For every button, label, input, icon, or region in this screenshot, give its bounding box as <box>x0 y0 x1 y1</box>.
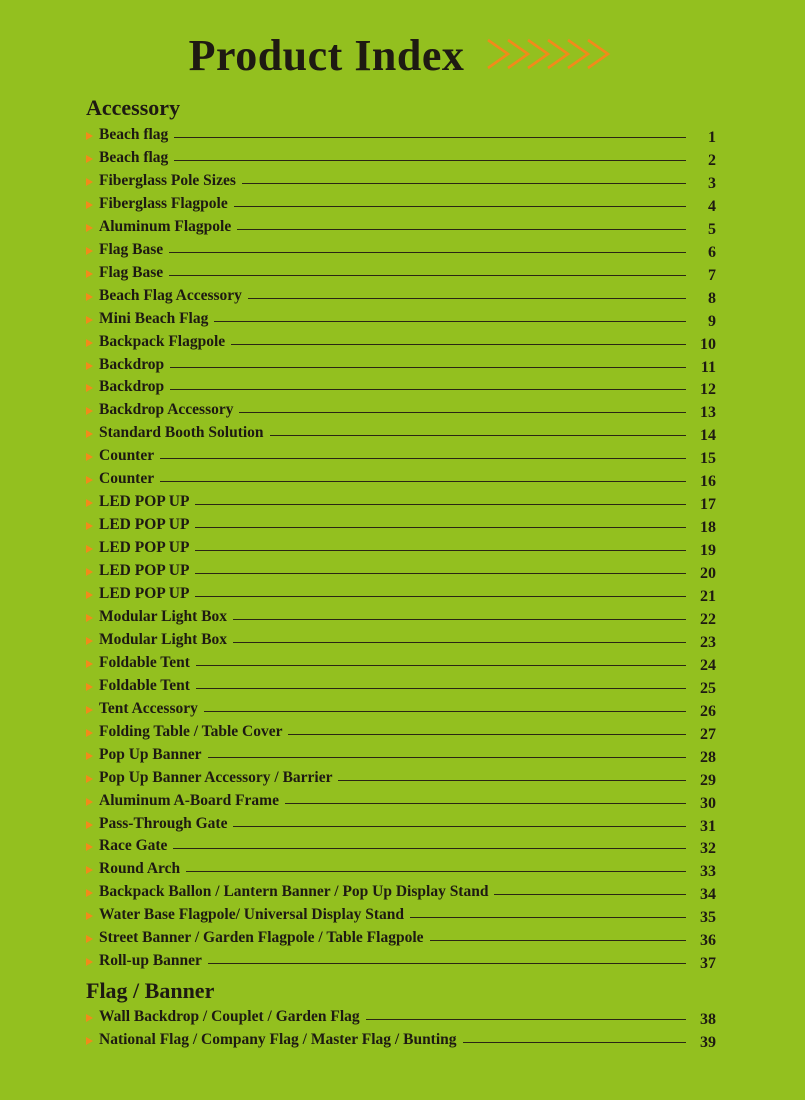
toc-entry-page-number: 33 <box>700 863 716 881</box>
toc-entry-page-number: 3 <box>708 174 716 192</box>
bullet-triangle-icon <box>86 453 93 461</box>
toc-entry-label: Pop Up Banner <box>99 746 208 764</box>
toc-entry-label: Backdrop <box>99 378 170 396</box>
leader-line <box>106 871 686 872</box>
toc-entry[interactable] <box>86 194 716 219</box>
bullet-triangle-icon <box>86 476 93 484</box>
toc-entry-page-number: 23 <box>700 633 716 651</box>
bullet-triangle-icon <box>86 155 93 163</box>
toc-entry[interactable] <box>86 495 716 517</box>
toc-entry[interactable] <box>86 148 716 173</box>
toc-entry-label: Counter <box>99 470 160 488</box>
bullet-triangle-icon <box>86 201 93 209</box>
bullet-triangle-icon <box>86 591 93 599</box>
toc-entry[interactable] <box>86 908 716 930</box>
toc-entry-label: Wall Backdrop / Couplet / Garden Flag <box>99 1008 366 1026</box>
toc-entry[interactable] <box>86 403 716 425</box>
toc-entry[interactable] <box>86 263 716 288</box>
toc-entry-page-number: 26 <box>700 702 716 720</box>
bullet-triangle-icon <box>86 270 93 278</box>
toc-entry-label: Street Banner / Garden Flagpole / Table Flagpole <box>99 929 430 947</box>
toc-entry[interactable] <box>86 885 716 907</box>
toc-entry-label: Backpack Ballon / Lantern Banner / Pop Up Display Stand <box>99 883 494 901</box>
toc-entry-page-number: 11 <box>700 358 716 376</box>
toc-entry-page-number: 28 <box>700 748 716 766</box>
toc-entry-label: Mini Beach Flag <box>99 310 214 328</box>
leader-line <box>106 252 686 253</box>
toc-entry[interactable] <box>86 240 716 265</box>
toc-entry-page-number: 34 <box>700 886 716 904</box>
toc-entry-page-number: 10 <box>700 335 716 353</box>
toc-entry[interactable] <box>86 1010 716 1032</box>
toc-entry-label: Flag Base <box>99 264 169 282</box>
toc-entry[interactable] <box>86 449 716 471</box>
bullet-triangle-icon <box>86 1037 93 1045</box>
toc-entry[interactable] <box>86 862 716 884</box>
toc-entry[interactable] <box>86 791 716 816</box>
toc-entry-label: Modular Light Box <box>99 608 233 626</box>
page-title: Product Index <box>188 31 465 80</box>
bullet-triangle-icon <box>86 660 93 668</box>
toc-entry[interactable] <box>86 286 716 311</box>
toc-entry-page-number: 20 <box>700 565 716 583</box>
toc-entry[interactable] <box>86 472 716 494</box>
toc-entry-label: Beach Flag Accessory <box>99 287 248 305</box>
bullet-triangle-icon <box>86 407 93 415</box>
toc-entry-page-number: 22 <box>700 610 716 628</box>
bullet-triangle-icon <box>86 683 93 691</box>
bullet-triangle-icon <box>86 339 93 347</box>
leader-line <box>106 848 686 849</box>
toc-entry[interactable] <box>86 839 716 861</box>
section-heading: Accessory <box>86 95 181 120</box>
bullet-triangle-icon <box>86 430 93 438</box>
toc-entry-label: Fiberglass Pole Sizes <box>99 172 242 190</box>
toc-entry-page-number: 24 <box>700 656 716 674</box>
bullet-triangle-icon <box>86 293 93 301</box>
bullet-triangle-icon <box>86 729 93 737</box>
toc-entry-page-number: 4 <box>708 197 716 215</box>
section-heading: Flag / Banner <box>86 978 215 1003</box>
toc-entry-label: Fiberglass Flagpole <box>99 195 234 213</box>
toc-entry[interactable] <box>86 676 716 701</box>
bullet-triangle-icon <box>86 545 93 553</box>
toc-entry[interactable] <box>86 564 716 586</box>
toc-entry-label: Standard Booth Solution <box>99 424 270 442</box>
bullet-triangle-icon <box>86 866 93 874</box>
bullet-triangle-icon <box>86 889 93 897</box>
bullet-triangle-icon <box>86 614 93 622</box>
toc-entry-page-number: 31 <box>700 817 716 835</box>
toc-entry-label: Foldable Tent <box>99 654 196 672</box>
toc-entry-page-number: 38 <box>700 1011 716 1028</box>
bullet-triangle-icon <box>86 821 93 829</box>
toc-entry-label: Aluminum A-Board Frame <box>99 792 285 810</box>
toc-entry-label: LED POP UP <box>99 562 195 580</box>
toc-entry-label: Modular Light Box <box>99 631 233 649</box>
bullet-triangle-icon <box>86 132 93 140</box>
bullet-triangle-icon <box>86 247 93 255</box>
toc-entry-page-number: 5 <box>708 220 716 238</box>
toc-entry-page-number: 6 <box>708 243 716 261</box>
title-block <box>0 30 805 81</box>
toc-entry[interactable] <box>86 309 716 334</box>
toc-entry-label: LED POP UP <box>99 516 195 534</box>
leader-line <box>106 160 686 161</box>
bullet-triangle-icon <box>86 499 93 507</box>
toc-entry-label: Water Base Flagpole/ Universal Display Stand <box>99 906 410 924</box>
toc-entry-label: Roll-up Banner <box>99 952 208 970</box>
toc-entry-label: Tent Accessory <box>99 700 204 718</box>
toc-entry[interactable] <box>86 426 716 448</box>
toc-entry-label: LED POP UP <box>99 585 195 603</box>
toc-entry-page-number: 17 <box>700 496 716 514</box>
toc-entry-label: Foldable Tent <box>99 677 196 695</box>
bullet-triangle-icon <box>86 706 93 714</box>
toc-entry[interactable] <box>86 332 716 357</box>
toc-entry-label: Beach flag <box>99 149 174 167</box>
bullet-triangle-icon <box>86 178 93 186</box>
leader-line <box>106 458 686 459</box>
toc-entry-label: Aluminum Flagpole <box>99 218 237 236</box>
toc-entry-page-number: 8 <box>708 289 716 307</box>
toc-entry-page-number: 35 <box>700 909 716 927</box>
toc-entry-page-number: 12 <box>700 381 716 399</box>
toc-entry-page-number: 14 <box>700 427 716 445</box>
bullet-triangle-icon <box>86 224 93 232</box>
toc-entry-label: National Flag / Company Flag / Master Flag / Bunting <box>99 1031 463 1049</box>
toc-entry[interactable] <box>86 1030 716 1055</box>
toc-entry-page-number: 2 <box>708 151 716 169</box>
toc-entry[interactable] <box>86 653 716 678</box>
toc-entry[interactable] <box>86 954 716 976</box>
toc-entry-label: LED POP UP <box>99 493 195 511</box>
toc-entry-page-number: 19 <box>700 542 716 560</box>
toc-entry-label: Backpack Flagpole <box>99 333 231 351</box>
toc-entry[interactable] <box>86 814 716 839</box>
bullet-triangle-icon <box>86 522 93 530</box>
toc-entry[interactable] <box>86 607 716 632</box>
toc-entry-page-number: 21 <box>700 588 716 605</box>
toc-entry-label: Folding Table / Table Cover <box>99 723 288 741</box>
toc-entry-page-number: 27 <box>700 725 716 743</box>
toc-entry-label: Backdrop Accessory <box>99 401 239 419</box>
toc-entry-page-number: 29 <box>700 771 716 789</box>
toc-entry[interactable] <box>86 931 716 953</box>
toc-entry-label: Race Gate <box>99 837 173 855</box>
bullet-triangle-icon <box>86 935 93 943</box>
toc-entry-page-number: 36 <box>700 932 716 950</box>
toc-entry[interactable] <box>86 380 716 402</box>
chevron-arrows-icon <box>486 36 616 72</box>
toc-entry-label: Round Arch <box>99 860 186 878</box>
toc-entry[interactable] <box>86 541 716 563</box>
toc-entry-label: Counter <box>99 447 160 465</box>
bullet-triangle-icon <box>86 912 93 920</box>
toc-entry-page-number: 30 <box>700 794 716 812</box>
toc-entry-page-number: 9 <box>708 312 716 330</box>
toc-entry-page-number: 1 <box>708 129 716 146</box>
toc-entry-page-number: 13 <box>700 404 716 422</box>
toc-entry-page-number: 37 <box>700 955 716 973</box>
toc-entry[interactable] <box>86 630 716 655</box>
toc-entry-label: Flag Base <box>99 241 169 259</box>
toc-entry-label: Backdrop <box>99 356 170 374</box>
bullet-triangle-icon <box>86 362 93 370</box>
toc-entry-page-number: 25 <box>700 679 716 697</box>
toc-entry-page-number: 18 <box>700 519 716 537</box>
toc-entry-label: Pass-Through Gate <box>99 815 233 833</box>
leader-line <box>106 481 686 482</box>
bullet-triangle-icon <box>86 1014 93 1022</box>
leader-line <box>106 367 686 368</box>
toc-entry[interactable] <box>86 171 716 196</box>
toc-entry[interactable] <box>86 722 716 747</box>
bullet-triangle-icon <box>86 958 93 966</box>
bullet-triangle-icon <box>86 843 93 851</box>
toc-entry-label: LED POP UP <box>99 539 195 557</box>
toc-entry-page-number: 39 <box>700 1033 716 1051</box>
toc-entry[interactable] <box>86 768 716 793</box>
toc-entry[interactable] <box>86 745 716 770</box>
toc-entry[interactable] <box>86 699 716 724</box>
toc-entry-page-number: 16 <box>700 473 716 491</box>
bullet-triangle-icon <box>86 316 93 324</box>
leader-line <box>106 389 686 390</box>
bullet-triangle-icon <box>86 798 93 806</box>
leader-line <box>106 137 686 138</box>
bullet-triangle-icon <box>86 568 93 576</box>
bullet-triangle-icon <box>86 384 93 392</box>
toc-entry-page-number: 7 <box>708 266 716 284</box>
bullet-triangle-icon <box>86 637 93 645</box>
leader-line <box>106 275 686 276</box>
toc-entry[interactable] <box>86 217 716 242</box>
toc-entry-label: Beach flag <box>99 126 174 144</box>
bullet-triangle-icon <box>86 752 93 760</box>
toc-entry[interactable] <box>86 587 716 609</box>
toc-entry[interactable] <box>86 128 716 150</box>
bullet-triangle-icon <box>86 775 93 783</box>
toc-entry[interactable] <box>86 355 716 380</box>
toc-entry-page-number: 32 <box>700 840 716 858</box>
toc-entry[interactable] <box>86 518 716 540</box>
toc-entry-page-number: 15 <box>700 450 716 468</box>
toc-entry-label: Pop Up Banner Accessory / Barrier <box>99 769 338 787</box>
